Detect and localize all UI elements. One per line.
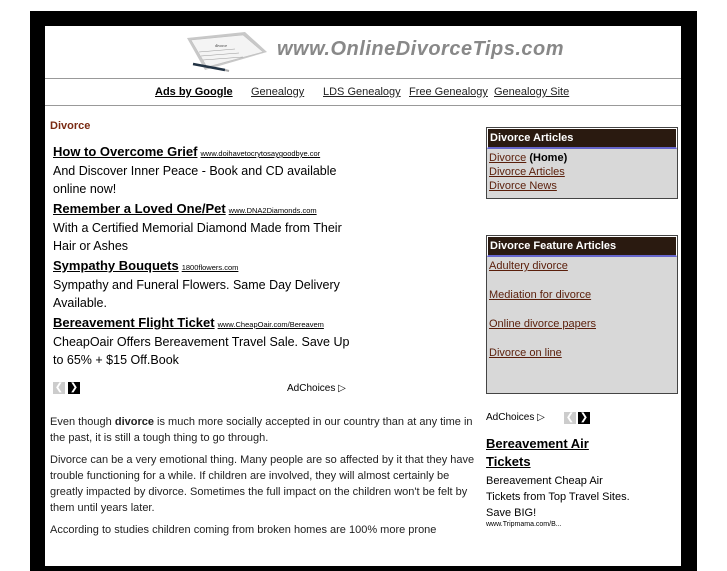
chevron-right-icon[interactable]: ❯ [579,412,589,423]
box-heading: Divorce Feature Articles [487,236,677,257]
section-title: Divorce [50,120,91,132]
sidebar-link-divorce[interactable]: Divorce [489,152,527,164]
content-area [45,26,681,566]
ad-url-link[interactable]: 1800flowers.com [181,263,239,272]
adchoices-link[interactable]: AdChoices ▷ [287,383,346,394]
box-heading: Divorce Articles [487,128,677,149]
ad-item [53,258,353,312]
sidebar-ad [486,412,636,528]
sidebar-link-adultery-divorce[interactable]: Adultery divorce [489,260,568,272]
sidebar-ad-url-link[interactable]: www.Tripmama.com/B... [486,521,562,528]
sidebar-link-divorce-online[interactable]: Divorce on line [489,347,562,359]
ad-description: Sympathy and Funeral Flowers. Same Day Delivery Available. [53,278,340,310]
site-title[interactable]: www.OnlineDivorceTips.com [277,38,565,60]
ad-title-link[interactable]: Sympathy Bouquets [53,258,179,273]
sidebar-link-divorce-articles[interactable]: Divorce Articles [489,166,565,178]
home-marker: (Home) [526,152,568,164]
divorce-papers-pen-image [185,30,269,72]
ad-title-link[interactable]: Remember a Loved One/Pet [53,201,226,216]
ad-description: CheapOair Offers Bereavement Travel Sale. Save Up to 65% + $15 Off.Book [53,335,350,367]
ad-url-link[interactable]: www.doihavetocrytosaygoodbye.cor [200,149,321,158]
adchoices-link[interactable]: AdChoices ▷ [486,412,545,423]
ad-navigation [53,380,353,396]
article-body [50,414,478,544]
svg-text:divorce: divorce [215,43,227,48]
sidebar-link-mediation[interactable]: Mediation for divorce [489,289,592,301]
article-paragraph: According to studies children coming from broken homes are 100% more prone [50,524,437,536]
sidebar-link-online-papers[interactable]: Online divorce papers [489,318,597,330]
chevron-right-icon[interactable]: ❯ [69,382,79,393]
ad-title-link[interactable]: How to Overcome Grief [53,144,198,159]
ad-title-link[interactable]: Bereavement Flight Ticket [53,315,215,330]
ad-link-lds-genealogy[interactable]: LDS Genealogy [323,86,401,98]
google-ad-links-bar [45,79,681,106]
chevron-left-icon[interactable]: ❮ [565,412,575,423]
box-links [487,257,677,377]
sidebar-adchoices-row [486,412,636,426]
ad-item [53,144,353,198]
ad-description: And Discover Inner Peace - Book and CD available online now! [53,164,337,196]
ad-url-link[interactable]: www.CheapOair.com/Bereavem [217,320,324,329]
ad-item [53,315,353,369]
chevron-left-icon[interactable]: ❮ [54,382,64,393]
ad-link-genealogy[interactable]: Genealogy [251,86,305,98]
ad-description: With a Certified Memorial Diamond Made from Their Hair or Ashes [53,221,342,253]
ad-block [53,144,353,372]
divorce-feature-articles-box [486,235,678,394]
box-links [487,149,677,195]
ad-url-link[interactable]: www.DNA2Diamonds.com [228,206,317,215]
sidebar-link-divorce-news[interactable]: Divorce News [489,180,557,192]
ad-link-genealogy-site[interactable]: Genealogy Site [494,86,570,98]
ads-by-google-link[interactable]: Ads by Google [155,86,233,98]
article-paragraph: Even though divorce is much more socially accepted in our country than at any time in the past, it is still a tough thing to go through. [50,416,473,444]
sidebar-ad-title-link[interactable]: Bereavement Air Tickets [486,436,589,469]
divorce-articles-box [486,127,678,199]
sidebar-ad-description: Bereavement Cheap Air Tickets from Top Travel Sites. Save BIG! [486,475,630,519]
ad-link-free-genealogy[interactable]: Free Genealogy [409,86,488,98]
article-paragraph: Divorce can be a very emotional thing. Many people are so affected by it that they have trouble functioning for a while. If children are involved, they will almost certainly be greatly impacted by divorce. Sometimes the full impact on the children won't be felt by them until years later. [50,454,475,514]
ad-item [53,201,353,255]
site-header [45,26,681,79]
